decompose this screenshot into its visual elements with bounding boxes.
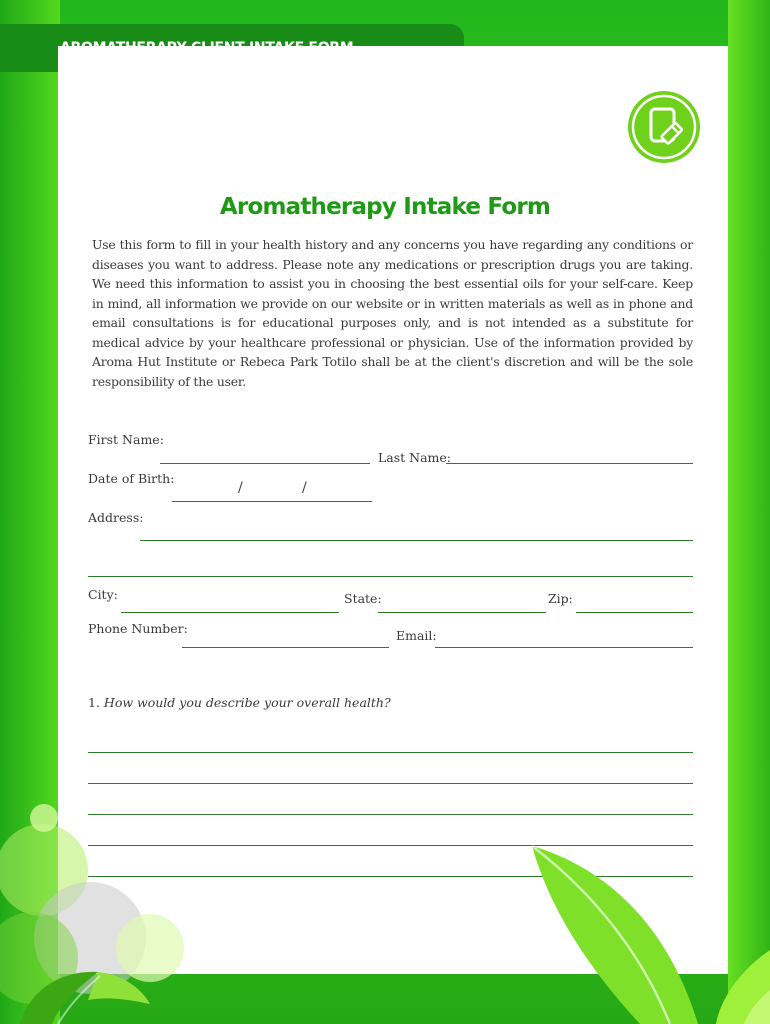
dob-separator: / [302, 480, 307, 496]
question-1 [88, 695, 391, 710]
page-title: Aromatherapy Intake Form [219, 194, 551, 220]
first-name-label: First Name: [88, 432, 164, 447]
dob-label: Date of Birth: [88, 471, 175, 486]
address-field-line1[interactable] [140, 540, 693, 541]
dob-field[interactable] [172, 501, 372, 502]
phone-field[interactable] [182, 647, 389, 648]
first-name-field[interactable] [160, 463, 370, 464]
email-field[interactable] [435, 647, 693, 648]
answer-line[interactable] [88, 783, 693, 784]
question-1-text: How would you describe your overall health? [103, 695, 391, 710]
decorative-bubbles [0, 790, 200, 1024]
address-field-line2[interactable] [88, 576, 693, 577]
city-label: City: [88, 587, 118, 602]
zip-field[interactable] [576, 612, 693, 613]
dob-separator: / [238, 480, 243, 496]
state-field[interactable] [378, 612, 546, 613]
phone-label: Phone Number: [88, 621, 188, 636]
last-name-field[interactable] [446, 463, 693, 464]
answer-line[interactable] [88, 752, 693, 753]
state-label: State: [344, 591, 382, 606]
decorative-leaf [520, 840, 770, 1024]
city-field[interactable] [121, 612, 339, 613]
last-name-label: Last Name: [378, 450, 452, 465]
zip-label: Zip: [548, 591, 573, 606]
intro-paragraph: Use this form to fill in your health history and any concerns you have regarding any conditions or diseases you want to address. Please note any medications or prescription drugs you are taking. We need this information to assist you in choosing the best essential oils for your self-care. Keep in mind, all information we provide on our website or in written materials as well as in phone and email consultations is for educational purposes only, and is not intended as a substitute for medical advice by your healthcare professional or physician. Use of the information provided by Aroma Hut Institute or Rebeca Park Totilo shall be at the client's discretion and will be the sole responsibility of the user. [92, 237, 693, 389]
address-label: Address: [88, 510, 144, 525]
document-edit-icon [627, 90, 701, 164]
question-1-number: 1. [88, 695, 100, 710]
email-label: Email: [396, 628, 437, 643]
